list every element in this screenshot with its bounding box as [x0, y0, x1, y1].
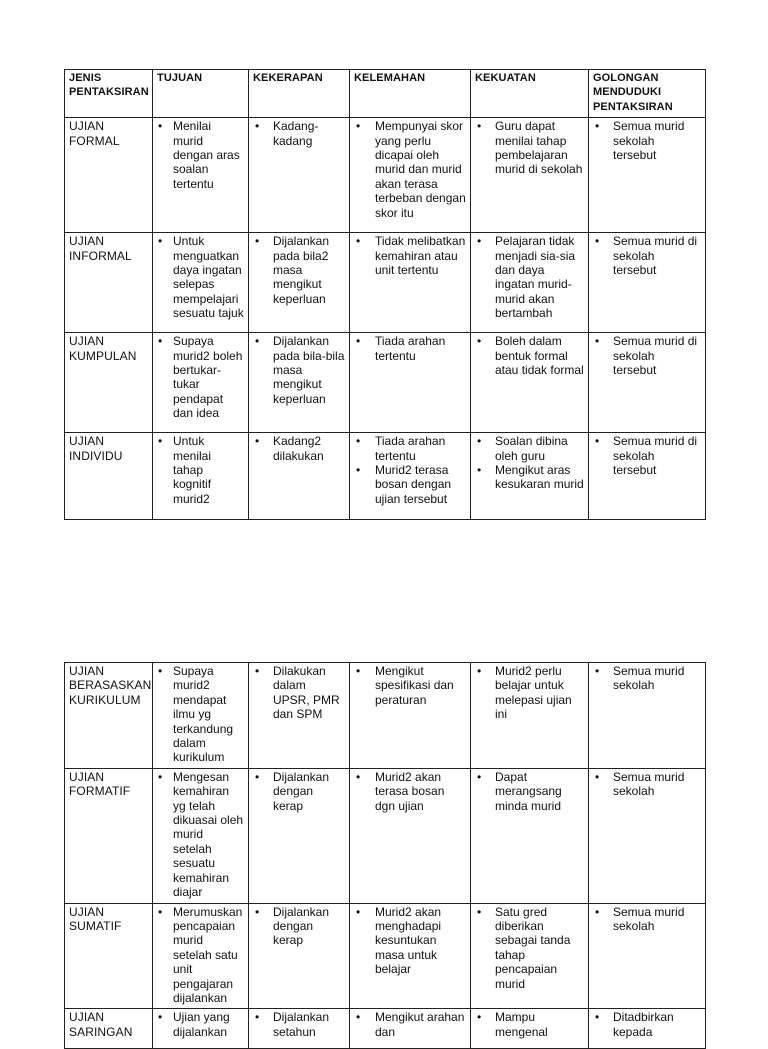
kekuatan-list	[475, 664, 584, 722]
table-row	[65, 768, 706, 903]
golongan-list	[593, 234, 701, 277]
header-row	[65, 70, 706, 118]
assessment-type-cell: UJIAN SARINGAN	[65, 1009, 153, 1049]
tujuan-cell	[153, 118, 249, 233]
golongan-list	[593, 119, 701, 162]
kekuatan-cell	[471, 333, 589, 433]
list-item: • Murid2 terasa bosan dengan ujian tersebut	[354, 463, 466, 506]
tujuan-list	[157, 234, 244, 320]
kelemahan-list	[354, 334, 466, 363]
assessment-type-cell: UJIAN FORMATIF	[65, 768, 153, 903]
tujuan-list	[157, 664, 244, 765]
table-row	[65, 333, 706, 433]
tujuan-cell	[153, 1009, 249, 1049]
kekuatan-list	[475, 905, 584, 991]
list-item: • Semua murid di sekolah tersebut	[593, 334, 701, 377]
kelemahan-cell	[350, 1009, 471, 1049]
tujuan-list	[157, 770, 244, 900]
header-kekuatan: KEKUATAN	[471, 70, 589, 118]
kekerapan-list	[253, 905, 345, 948]
table-row	[65, 233, 706, 333]
header-kekerapan: KEKERAPAN	[249, 70, 350, 118]
list-item: • Semua murid di sekolah tersebut	[593, 434, 701, 477]
header-golongan: GOLONGAN MENDUDUKI PENTAKSIRAN	[589, 70, 706, 118]
table-row	[65, 1009, 706, 1049]
list-item: • Kadang2 dilakukan	[253, 434, 345, 463]
golongan-cell	[589, 663, 706, 769]
golongan-cell	[589, 233, 706, 333]
table-2-body	[65, 663, 706, 1049]
kekerapan-list	[253, 234, 345, 306]
list-item: • Boleh dalam bentuk formal atau tidak formal	[475, 334, 584, 377]
list-item: • Semua murid di sekolah tersebut	[593, 234, 701, 277]
list-item: • Tiada arahan tertentu	[354, 434, 466, 463]
kekuatan-cell	[471, 233, 589, 333]
kelemahan-cell	[350, 663, 471, 769]
list-item: • Merumuskan pencapaian murid setelah satu unit pengajaran dijalankan	[157, 905, 244, 1006]
kekerapan-list	[253, 434, 345, 463]
kekerapan-list	[253, 770, 345, 813]
kekuatan-cell	[471, 1009, 589, 1049]
kelemahan-cell	[350, 118, 471, 233]
table-row	[65, 663, 706, 769]
kekuatan-list	[475, 770, 584, 813]
golongan-cell	[589, 768, 706, 903]
list-item: • Kadang-kadang	[253, 119, 345, 148]
kekuatan-list	[475, 1010, 584, 1039]
kelemahan-cell	[350, 768, 471, 903]
kelemahan-cell	[350, 903, 471, 1009]
table-row	[65, 903, 706, 1009]
kekuatan-cell	[471, 433, 589, 520]
header-tujuan: TUJUAN	[153, 70, 249, 118]
kelemahan-cell	[350, 433, 471, 520]
tujuan-list	[157, 334, 244, 420]
assessment-table-2	[64, 662, 706, 1049]
list-item: • Ujian yang dijalankan	[157, 1010, 244, 1039]
golongan-cell	[589, 1009, 706, 1049]
table-row	[65, 433, 706, 520]
list-item: • Satu gred diberikan sebagai tanda tahap pencapaian murid	[475, 905, 584, 991]
assessment-type-cell: UJIAN KUMPULAN	[65, 333, 153, 433]
golongan-cell	[589, 118, 706, 233]
tujuan-list	[157, 119, 244, 191]
tujuan-list	[157, 1010, 244, 1039]
assessment-table-1	[64, 69, 706, 520]
tujuan-list	[157, 434, 244, 506]
list-item: • Guru dapat menilai tahap pembelajaran murid di sekolah	[475, 119, 584, 177]
list-item: • Mengesan kemahiran yg telah dikuasai oleh murid setelah sesuatu kemahiran diajar	[157, 770, 244, 900]
list-item: • Murid2 akan menghadapi kesuntukan masa untuk belajar	[354, 905, 466, 977]
kekerapan-list	[253, 664, 345, 722]
list-item: • Supaya murid2 mendapat ilmu yg terkandung dalam kurikulum	[157, 664, 244, 765]
kekuatan-cell	[471, 118, 589, 233]
list-item: • Ditadbirkan kepada	[593, 1010, 701, 1039]
list-item: • Untuk menguatkan daya ingatan selepas mempelajari sesuatu tajuk	[157, 234, 244, 320]
golongan-cell	[589, 433, 706, 520]
golongan-list	[593, 1010, 701, 1039]
list-item: • Mengikut arahan dan	[354, 1010, 466, 1039]
assessment-type-cell: UJIAN INDIVIDU	[65, 433, 153, 520]
kekerapan-cell	[249, 433, 350, 520]
kelemahan-list	[354, 664, 466, 707]
kelemahan-list	[354, 770, 466, 813]
kekuatan-list	[475, 434, 584, 492]
kekuatan-list	[475, 334, 584, 377]
tujuan-cell	[153, 768, 249, 903]
list-item: • Semua murid sekolah	[593, 905, 701, 934]
kekerapan-cell	[249, 768, 350, 903]
list-item: • Tidak melibatkan kemahiran atau unit tertentu	[354, 234, 466, 277]
golongan-list	[593, 905, 701, 934]
assessment-type-cell: UJIAN BERASASKAN KURIKULUM	[65, 663, 153, 769]
golongan-list	[593, 434, 701, 477]
golongan-list	[593, 770, 701, 799]
kekerapan-list	[253, 334, 345, 406]
list-item: • Dijalankan setahun	[253, 1010, 345, 1039]
list-item: • Dijalankan pada bila2 masa mengikut keperluan	[253, 234, 345, 306]
table-row	[65, 118, 706, 233]
kekerapan-cell	[249, 1009, 350, 1049]
kekerapan-cell	[249, 903, 350, 1009]
list-item: • Semua murid sekolah	[593, 770, 701, 799]
golongan-cell	[589, 333, 706, 433]
list-item: • Menilai murid dengan aras soalan tertentu	[157, 119, 244, 191]
list-item: • Mampu mengenal	[475, 1010, 584, 1039]
assessment-type-cell: UJIAN INFORMAL	[65, 233, 153, 333]
table-1-body	[65, 118, 706, 520]
kelemahan-list	[354, 119, 466, 220]
list-item: • Supaya murid2 boleh bertukar-tukar pendapat dan idea	[157, 334, 244, 420]
golongan-list	[593, 664, 701, 693]
kekuatan-list	[475, 119, 584, 177]
tujuan-cell	[153, 333, 249, 433]
kekerapan-cell	[249, 233, 350, 333]
tujuan-list	[157, 905, 244, 1006]
list-item: • Dijalankan dengan kerap	[253, 770, 345, 813]
header-jenis-pentaksiran: JENIS PENTAKSIRAN	[65, 70, 153, 118]
kekerapan-cell	[249, 333, 350, 433]
list-item: • Soalan dibina oleh guru	[475, 434, 584, 463]
tujuan-cell	[153, 233, 249, 333]
kekuatan-cell	[471, 663, 589, 769]
list-item: • Dilakukan dalam UPSR, PMR dan SPM	[253, 664, 345, 722]
list-item: • Pelajaran tidak menjadi sia-sia dan daya ingatan murid-murid akan bertambah	[475, 234, 584, 320]
tujuan-cell	[153, 663, 249, 769]
kekuatan-list	[475, 234, 584, 320]
list-item: • Dijalankan pada bila-bila masa mengikut keperluan	[253, 334, 345, 406]
kelemahan-cell	[350, 233, 471, 333]
kekerapan-list	[253, 119, 345, 148]
list-item: • Mengikut spesifikasi dan peraturan	[354, 664, 466, 707]
kelemahan-list	[354, 234, 466, 277]
kelemahan-list	[354, 1010, 466, 1039]
list-item: • Dijalankan dengan kerap	[253, 905, 345, 948]
golongan-list	[593, 334, 701, 377]
kekuatan-cell	[471, 903, 589, 1009]
kekerapan-cell	[249, 118, 350, 233]
header-kelemahan: KELEMAHAN	[350, 70, 471, 118]
list-item: • Tiada arahan tertentu	[354, 334, 466, 363]
assessment-type-cell: UJIAN FORMAL	[65, 118, 153, 233]
list-item: • Semua murid sekolah tersebut	[593, 119, 701, 162]
list-item: • Murid2 perlu belajar untuk melepasi ujian ini	[475, 664, 584, 722]
tujuan-cell	[153, 903, 249, 1009]
assessment-type-cell: UJIAN SUMATIF	[65, 903, 153, 1009]
golongan-cell	[589, 903, 706, 1009]
kekerapan-list	[253, 1010, 345, 1039]
list-item: • Mengikut aras kesukaran murid	[475, 463, 584, 492]
list-item: • Semua murid sekolah	[593, 664, 701, 693]
kekuatan-cell	[471, 768, 589, 903]
kelemahan-list	[354, 434, 466, 506]
kelemahan-cell	[350, 333, 471, 433]
kekerapan-cell	[249, 663, 350, 769]
kelemahan-list	[354, 905, 466, 977]
list-item: • Untuk menilai tahap kognitif murid2	[157, 434, 244, 506]
list-item: • Mempunyai skor yang perlu dicapai oleh murid dan murid akan terasa terbeban dengan skor itu	[354, 119, 466, 220]
tujuan-cell	[153, 433, 249, 520]
list-item: • Murid2 akan terasa bosan dgn ujian	[354, 770, 466, 813]
list-item: • Dapat merangsang minda murid	[475, 770, 584, 813]
